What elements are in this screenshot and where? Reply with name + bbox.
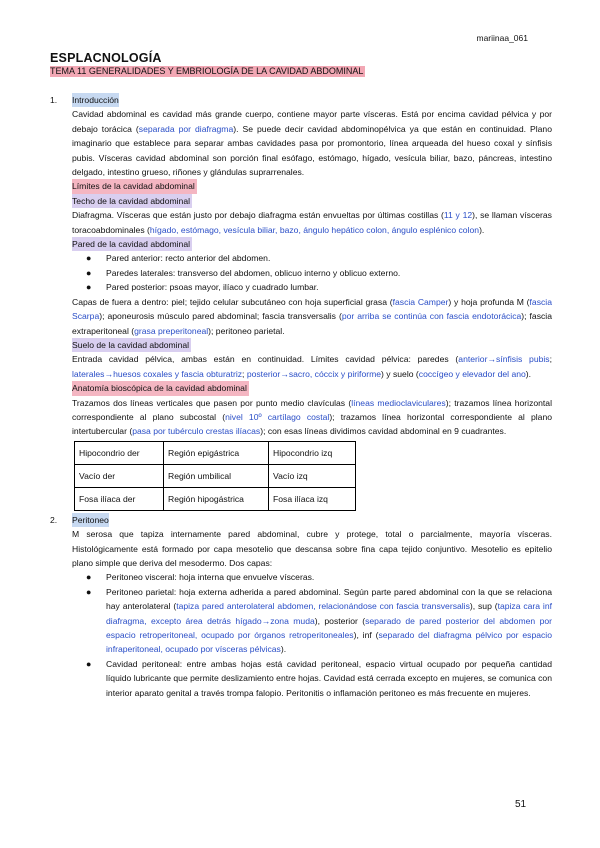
floor-heading: Suelo de la cavidad abdominal — [72, 338, 191, 352]
roof-paragraph: Diafragma. Vísceras que están justo por debajo diafragma están envueltas por últimas costillas (11 y 12), se llaman vísceras toracoabdominales (hígado, estómago, vesícula biliar, bazo, ángulo hepático colon, ángulo esplénico colon). — [72, 210, 552, 235]
list-item: ● Peritoneo visceral: hoja interna que envuelve vísceras. — [72, 570, 552, 584]
table-cell: Región umbilical — [164, 464, 269, 487]
layers-paragraph: Capas de fuera a dentro: piel; tejido celular subcutáneo con hoja superficial grasa (fascia Camper) y hoja profunda M (fascia Scarpa); aponeurosis músculo pared abdominal; fascia transversalis (por arriba se continúa con fascia endotorácica); fascia extraperitoneal (grasa preperitoneal); peritoneo parietal. — [72, 296, 552, 336]
table-row — [75, 441, 356, 464]
bullet-icon: ● — [86, 572, 92, 583]
intro-paragraph: Cavidad abdominal es cavidad más grande cuerpo, contiene mayor parte vísceras. Está por encima cavidad pélvica y por debajo torácica (separada por diafragma). Se puede decir cavidad abdominopélvica ya que están en continuidad. Plano imaginario que establece para separar ambas cavidades pasa por promontorio, línea arqueada del hueso coxal y sínfisis pubis. Vísceras cavidad abdominal son porción final esófago, estómago, hígado, vesícula biliar, bazo, páncreas, intestino delgado, intestino grueso, riñones y glándulas suprarrenales. — [72, 109, 552, 178]
table-cell: Región epigástrica — [164, 441, 269, 464]
table-cell: Región hipogástrica — [164, 487, 269, 510]
document-body — [50, 93, 552, 700]
section-heading-peritoneo — [50, 513, 552, 527]
page-number: 51 — [515, 799, 527, 810]
table-cell: Vacío der — [75, 464, 164, 487]
bullet-icon: ● — [86, 267, 92, 278]
floor-paragraph: Entrada cavidad pélvica, ambas están en continuidad. Límites cavidad pélvica: paredes (anterior→sínfisis pubis; laterales→huesos coxales y fascia obturatriz; posterior→sacro, cóccix y piriforme) y suelo (coccígeo y elevador del ano). — [72, 354, 552, 379]
list-item: ● Pared posterior: psoas mayor, ilíaco y cuadrado lumbar. — [72, 280, 552, 294]
table-cell: Hipocondrio der — [75, 441, 164, 464]
bullet-icon: ● — [86, 253, 92, 264]
wall-list — [50, 251, 552, 294]
bullet-icon: ● — [86, 658, 92, 669]
bullet-icon: ● — [86, 586, 92, 597]
list-item: ● Cavidad peritoneal: entre ambas hojas está cavidad peritoneal, espacio virtual ocupado por pequeña cantidad líquido lubricante que permite deslizamiento entre hojas. Cavidad está cerrada excepto en mujeres, se comunica con interior aparato genital a través trompa falopio. Peritonitis o inflamación peritoneo es más frecuente en mujeres. — [86, 658, 552, 698]
limits-heading: Límites de la cavidad abdominal — [72, 179, 197, 193]
anatomy-paragraph: Trazamos dos líneas verticales que pasen por punto medio clavículas (líneas medioclaviculares); trazamos línea horizontal correspondiente al plano subcostal (nivel 10º cartílago costal); trazamos línea horizontal correspondiente al plano intertubercular (pasa por tubérculo crestas ilíacas); con esas líneas dividimos cavidad abdominal en 9 cuadrantes. — [72, 397, 552, 437]
list-item: ● Peritoneo parietal: hoja externa adherida a pared abdominal. Según parte pared abdominal con la que se relaciona hay anterolateral (tapiza pared anterolateral abdomen, relacionándose con fascia transversalis), sup (tapiza cara inf diafragma, excepto área detrás hígado→zona muda), posterior (separado de pared posterior del abdomen por espacio retroperitoneal, ocupado por órganos retroperitoneales), inf (separado del diafragma pélvico por espacio infraperitoneal, ocupado por vísceras pélvicas). — [86, 586, 552, 655]
section-number: 2. — [50, 514, 58, 525]
table-row — [75, 487, 356, 510]
section-title: Introducción — [72, 93, 119, 107]
peritoneum-list — [50, 570, 552, 700]
bullet-icon: ● — [86, 282, 92, 293]
author-label: mariinaa_061 — [476, 33, 528, 43]
table-cell: Fosa ilíaca der — [75, 487, 164, 510]
anatomy-heading: Anatomía bioscópica de la cavidad abdominal — [72, 381, 249, 395]
section-number: 1. — [50, 95, 58, 105]
peritoneum-paragraph: M serosa que tapiza internamente pared abdominal, cubre y protege, total o parcialmente, mayoría vísceras. Histológicamente está formado por capa mesotelio que descansa sobre fina capa tejido conjuntivo. Mesotelio es epitelio plano simple que deriva del mesodermo. Dos capas: — [72, 529, 552, 568]
section-heading-introduccion — [50, 93, 552, 107]
wall-heading: Pared de la cavidad abdominal — [72, 237, 192, 251]
table-cell: Fosa ilíaca izq — [269, 487, 356, 510]
table-cell: Vacío izq — [269, 464, 356, 487]
topic-subtitle: TEMA 11 GENERALIDADES Y EMBRIOLOGÍA DE LA CAVIDAD ABDOMINAL — [50, 66, 364, 76]
table-cell: Hipocondrio izq — [269, 441, 356, 464]
page-title: ESPLACNOLOGÍA — [50, 51, 162, 65]
table-row — [75, 464, 356, 487]
list-item: ● Pared anterior: recto anterior del abdomen. — [72, 251, 552, 265]
roof-heading: Techo de la cavidad abdominal — [72, 194, 192, 208]
list-item: ● Paredes laterales: transverso del abdomen, oblicuo interno y oblicuo externo. — [72, 266, 552, 280]
section-title: Peritoneo — [72, 513, 109, 527]
abdominal-regions-table — [74, 441, 356, 511]
